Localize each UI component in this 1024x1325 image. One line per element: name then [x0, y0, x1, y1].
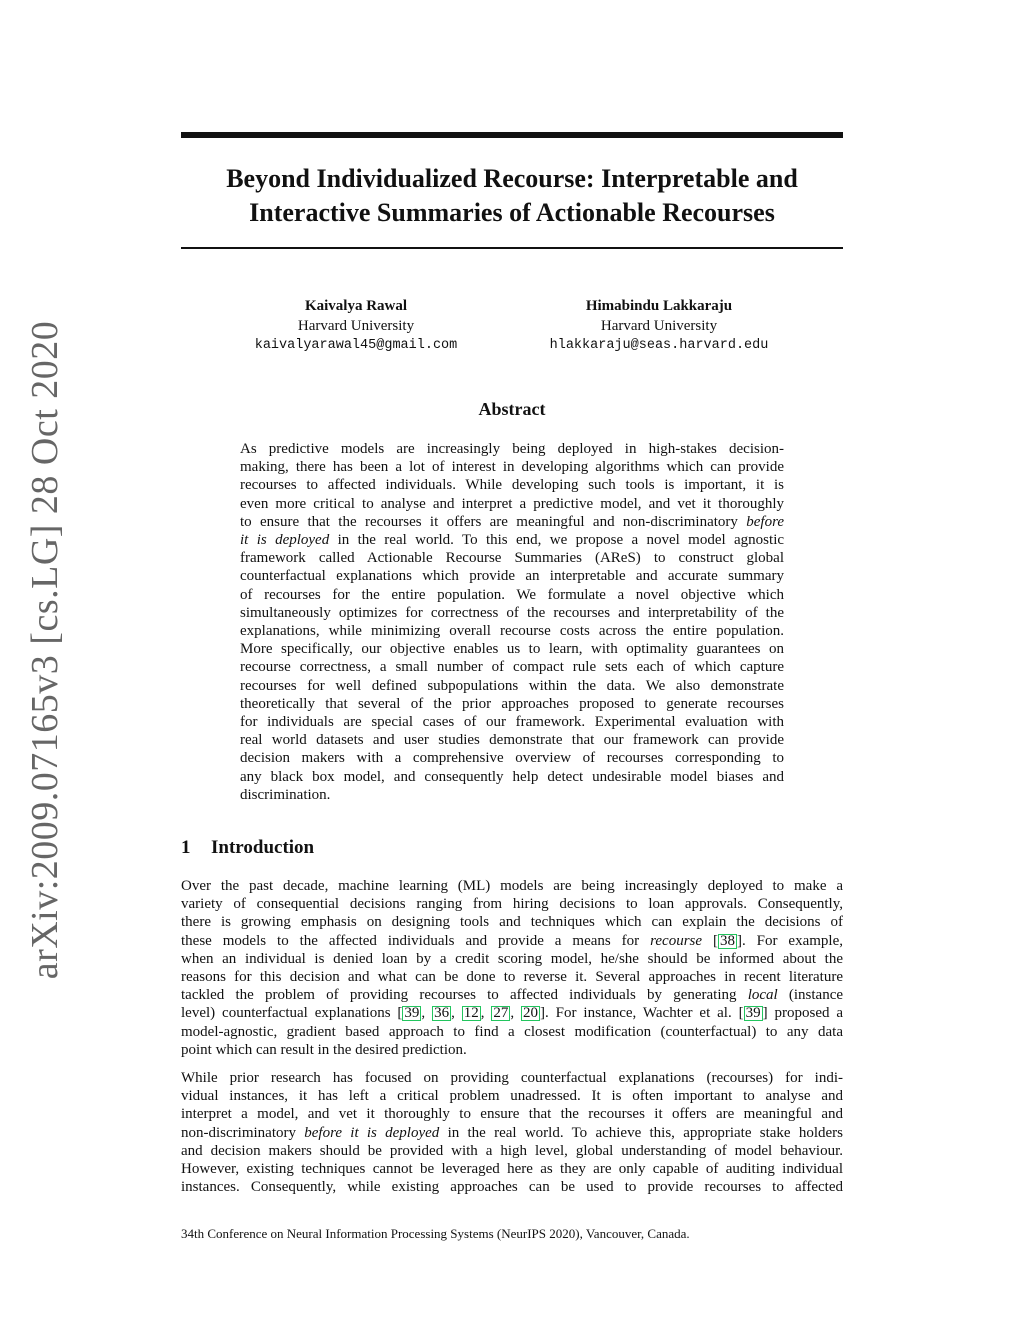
body-line: vidual instances, it has left a critical problem unadressed. It is often important to analyse and	[181, 1088, 843, 1105]
body-text: these models to the affected individuals and provide a means for	[181, 932, 640, 949]
abstract-line: decision makers with a comprehensive overview of recourses corresponding to	[240, 750, 784, 767]
intro-paragraph-2	[181, 1069, 843, 1196]
paper-title	[181, 162, 843, 230]
abstract-line: recourse correctness, a small number of compact rule sets each of which capture	[240, 659, 784, 676]
conference-footnote: 34th Conference on Neural Information Processing Systems (NeurIPS 2020), Vancouver, Canada.	[181, 1226, 690, 1241]
body-line: when an individual is denied loan by a credit scoring model, he/she should be informed about the	[181, 950, 843, 967]
abstract-heading: Abstract	[478, 399, 546, 419]
author-name: Himabindu Lakkaraju	[585, 298, 733, 314]
body-line	[181, 986, 843, 1004]
body-line: reasons for this decision and what can be done to reverse it. Several approaches in recent literature	[181, 969, 843, 986]
body-line	[181, 1124, 843, 1142]
body-line: there is growing emphasis on designing tools and techniques which can explain the decisions of	[181, 914, 843, 931]
body-text: non-discriminatory	[181, 1124, 296, 1141]
title-top-rule	[181, 132, 843, 138]
citation-link[interactable]: 12	[463, 1005, 479, 1022]
body-line: these models to the affected individuals and provide a means for recourse [ 38 ]. For example,	[181, 932, 843, 949]
body-text: ]. For instance, Wachter et al. [	[540, 1005, 744, 1022]
citation-link[interactable]: 39	[745, 1005, 761, 1022]
body-line: point which can result in the desired prediction.	[181, 1041, 467, 1058]
body-text: tackled the problem of providing recourses to affected individuals by generating	[181, 987, 737, 1004]
author-name: Kaivalya Rawal	[304, 298, 408, 314]
body-emphasis: before it is deployed	[304, 1124, 440, 1141]
author-block-2	[494, 296, 824, 356]
body-emphasis: recourse	[650, 932, 703, 949]
body-text: . For example,	[741, 932, 843, 949]
abstract-line: real world datasets and user studies demonstrate that our framework can provide	[240, 732, 784, 749]
intro-paragraph-1	[181, 877, 843, 1059]
author-affiliation: Harvard University	[297, 318, 415, 334]
abstract-line: any black box model, and consequently help detect undesirable model biases and	[240, 768, 784, 785]
body-text: (instance	[788, 987, 844, 1004]
author-email[interactable]: kaivalyarawal45@gmail.com	[254, 338, 458, 353]
citation-link[interactable]: 27	[493, 1005, 509, 1022]
abstract-body	[240, 440, 784, 804]
abstract-line: discrimination.	[240, 786, 331, 803]
abstract-line: framework called Actionable Recourse Summaries (AReS) to construct global	[240, 550, 784, 567]
abstract-line: As predictive models are increasingly being deployed in high-stakes decision-	[240, 441, 784, 457]
body-text: level) counterfactual explanations [	[181, 1005, 403, 1022]
body-line: and decision makers should be provided with a high level, global understanding of model behaviour.	[181, 1142, 843, 1159]
abstract-text: in the real world. To this end, we propose a novel model agnostic	[337, 532, 785, 549]
abstract-line: counterfactual explanations which provide an interpretable and accurate summary	[240, 568, 784, 585]
body-emphasis: local	[747, 987, 778, 1004]
author-email[interactable]: hlakkaraju@seas.harvard.edu	[549, 338, 769, 353]
arxiv-side-stamp: arXiv:2009.07165v3 [cs.LG] 28 Oct 2020	[24, 320, 66, 980]
body-line: variety of consequential decisions ranging from hiring decisions to loan approvals. Consequently,	[181, 896, 843, 913]
author-block-1	[191, 296, 521, 356]
abstract-line: making, there has been a lot of interest in developing algorithms which can provide	[240, 459, 784, 476]
section-number: 1	[181, 837, 191, 858]
body-line: model-agnostic, gradient based approach to find a closest modification (counterfactual) to any data	[181, 1023, 843, 1040]
body-text: ] proposed a	[762, 1005, 844, 1022]
body-line: While prior research has focused on providing counterfactual explanations (recourses) for indi-	[181, 1070, 843, 1086]
section-title: Introduction	[211, 837, 315, 858]
abstract-line: recourses for well defined subpopulations within the data. We also demonstrate	[240, 677, 784, 694]
body-line: Over the past decade, machine learning (ML) models are being increasingly deployed to make a	[181, 878, 843, 894]
body-line: level) counterfactual explanations [ 39 , 36 , 12 , 27 , 20 ]. For instance, Wachter et al. [ 39 ] proposed a	[181, 1005, 844, 1022]
body-line: However, existing techniques cannot be leveraged here as they are only capable of auditing individual	[181, 1161, 843, 1178]
abstract-line: recourses to affected individuals. While developing such tools is important, it is	[240, 477, 784, 494]
body-text: in the real world. To achieve this, appropriate stake holders	[447, 1124, 844, 1141]
citation-link[interactable]: 39	[404, 1005, 420, 1022]
abstract-line	[240, 531, 784, 549]
abstract-emphasis: before	[746, 513, 785, 530]
abstract-line: explanations, while minimizing overall recourse costs across the entire population.	[240, 623, 784, 640]
author-affiliation: Harvard University	[600, 318, 718, 334]
abstract-line: simultaneously optimizes for correctness of the recourses and interpretability of the	[240, 604, 784, 621]
abstract-line: More specifically, our objective enables us to learn, with optimality guarantees on	[240, 641, 784, 658]
title-line-2: Interactive Summaries of Actionable Recourses	[249, 198, 775, 227]
section-heading	[181, 836, 314, 860]
citation-link[interactable]: 36	[434, 1005, 450, 1022]
citation-link[interactable]: 38	[719, 932, 735, 949]
abstract-text: to ensure that the recourses it offers are meaningful and non-discriminatory	[240, 513, 738, 530]
abstract-emphasis: it is deployed	[240, 532, 330, 549]
body-line: interpret a model, and vet it thoroughly to ensure that the recourses it offers are meaningful and	[181, 1106, 843, 1123]
abstract-line	[240, 513, 784, 531]
title-line-1: Beyond Individualized Recourse: Interpretable and	[226, 164, 798, 193]
citation-link[interactable]: 20	[523, 1005, 539, 1022]
title-bottom-rule	[181, 247, 843, 249]
abstract-line: theoretically that several of the prior approaches proposed to generate recourses	[240, 695, 784, 712]
abstract-line: of recourses for the entire population. We formulate a novel objective which	[240, 586, 784, 603]
abstract-line: even more critical to analyse and interpret a predictive model, and vet it thoroughly	[240, 495, 784, 512]
body-line: instances. Consequently, while existing approaches can be used to provide recourses to affected	[181, 1179, 843, 1196]
abstract-line: for individuals are special cases of our framework. Experimental evaluation with	[240, 714, 784, 731]
